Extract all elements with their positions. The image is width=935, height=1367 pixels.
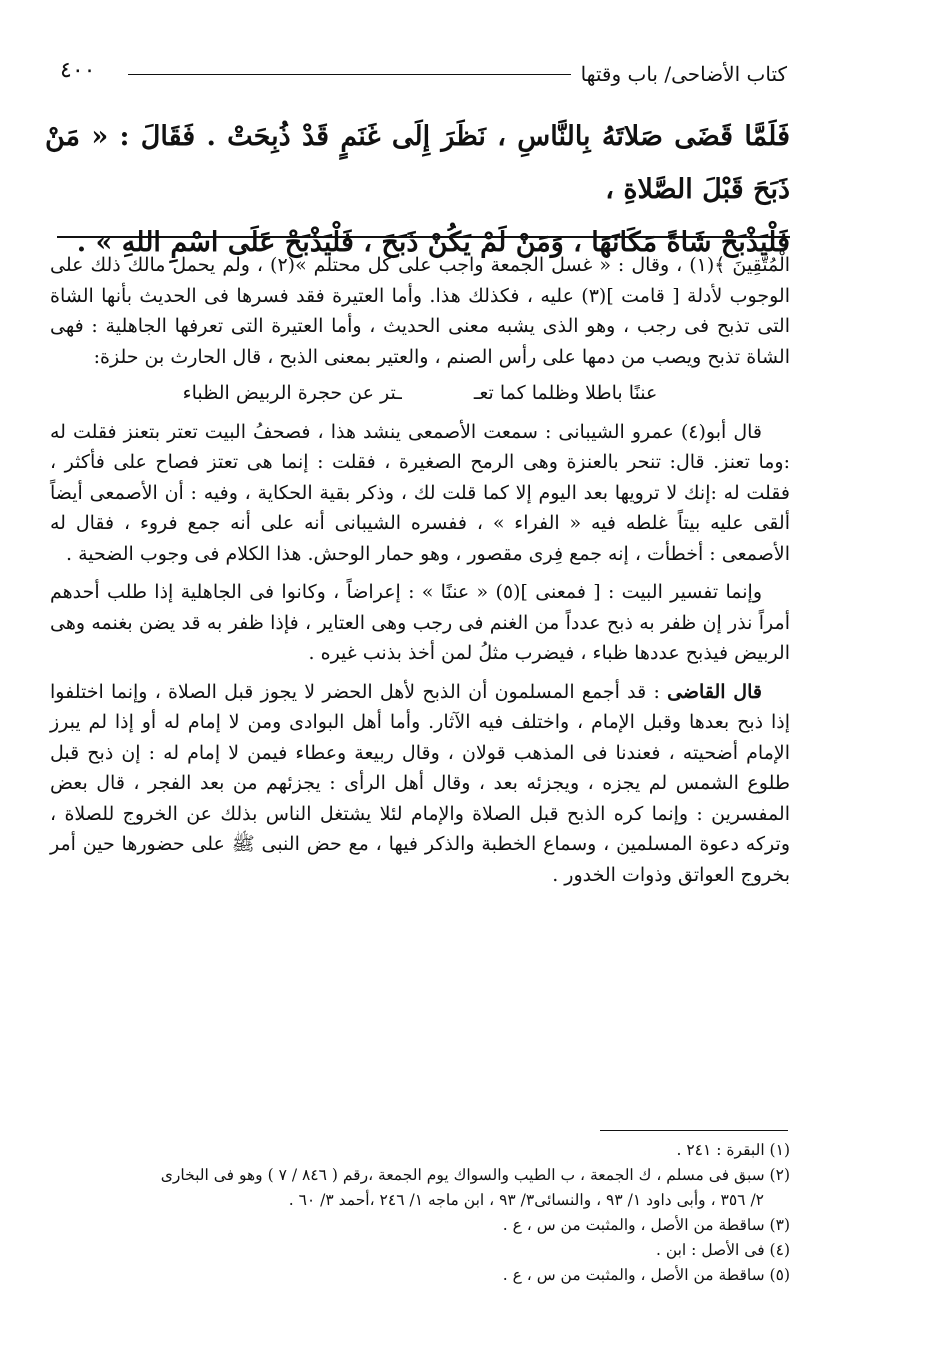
commentary-paragraph: وإنما تفسير البيت : [ فمعنى ](٥) « عننًا » : إعراضاً ، وكانوا فى الجاهلية إذا طلب أحدهم أمراً نذر إن ظفر به ذبح عدداً من الغنم فى رجب وهى العتاير ، فإذا ظفر به قد يضن بغنمه وهى الربيض فيذبح عددها ظباء ، فيضرب مثلُ لمن أخذ بذنب غيره . (50, 581, 790, 664)
footnote: (١) البقرة : ٢٤١ . (676, 1141, 790, 1159)
commentary-paragraph: الْمُتَّقِينَ ﴾(١) ، وقال : « غسل الجمعة واجب على كل محتلم »(٢) ، ولم يحمل مالك ذلك على الوجوب لأدلة [ قامت ](٣) عليه ، فكذلك هذا. وأما العتيرة فقد فسرها فى الحديث بأنها الشاة التى تذبح فى رجب ، وهو الذى يشبه معنى الحديث ، وأما العتيرة التى تعرفها الجاهلية : فهى الشاة تذبح ويصب من دمها على رأس الصنم ، والعتير بمعنى الذبح ، قال الحارث بن حلزة: (50, 254, 791, 368)
qadi-heading: قال القاضى (667, 680, 762, 703)
page-number: ٤٠٠ (60, 58, 96, 83)
footnotes (50, 1138, 790, 1288)
footnote: (٣) ساقطة من الأصل ، والمثبت من س ، ع . (502, 1216, 790, 1234)
header-rule (128, 74, 571, 75)
footnote: (٢) سبق فى مسلم ، ك الجمعة ، ب الطيب والسواك يوم الجمعة ،رقم ( ٨٤٦ / ٧ ) وهو فى البخارى (160, 1166, 790, 1184)
commentary-paragraph: قال أبو(٤) عمرو الشيبانى : سمعت الأصمعى ينشد هذا ، فصحفُ البيت تعتر بتعنز فقلت له :وما تعنز. قال: تنحر بالعنزة وهى الرمح الصغيرة ، فقلت : إنما هى تعتز فصاح على فأكثر ، فقلت له :إنك لا ترويها بعد اليوم إلا كما قلت لك ، وذكر بقية الحكاية ، وفيه : أن الأصمعى أيضاً ألقى عليه بيتاً غلطه فيه « الفراء » ، ففسره الشيبانى أنه على أنه جمع فروء ، فقال له الأصمعى : أخطأت ، إنه جمع فِرى مقصور ، وهو حمار الوحش. هذا الكلام فى وجوب الضحية . (50, 420, 790, 565)
hadith-text (45, 110, 790, 269)
qadi-text: : قد أجمع المسلمون أن الذبح لأهل الحضر لا يجوز قبل الصلاة ، وإنما اختلفوا إذا ذبح بعدها وقبل الإمام ، واختلف فيه الآثار. وأما أهل البوادى ومن لا إمام له أو إذا لم يبرز الإمام أضحيته ، فعندنا فى المذهب قولان ، وقال ربيعة وعطاء فيمن لا إمام له : إن ذبح قبل طلوع الشمس لم يجزه ، ويجزئه بعد ، وقال أهل الرأى : يجزئهم من بعد الفجر ، قال بعض المفسرين : وإنما كره الذبح قبل الصلاة والإمام لئلا يشتغل الناس بذلك عن الخروج للصلاة ، وتركه دعوة المسلمين ، وسماع الخطبة والذكر فيها ، مع حض النبى ﷺ على حضورها حين أمر بخروج العواتق وذوات الخدور . (50, 680, 790, 886)
poetry-verse (50, 378, 790, 409)
commentary (50, 250, 790, 890)
hadith-line: فَلَمَّا قَضَى صَلاتَهُ بِالنَّاسِ ، نَظَرَ إِلَى غَنَمٍ قَدْ ذُبِحَتْ . فَقَالَ : « مَنْ ذَبَحَ قَبْلَ الصَّلاةِ ، (45, 121, 790, 205)
hadith-line: فَلْيَذْبَحْ شَاةً مَكَانَهَا ، وَمَنْ لَمْ يَكُنْ ذَبَحَ ، فَلْيَذْبَحْ عَلَى اسْمِ اللهِ » . (76, 227, 790, 258)
footnote-divider (600, 1130, 788, 1131)
footnote: (٥) ساقطة من الأصل ، والمثبت من س ، ع . (502, 1266, 790, 1284)
verse-hemistich-second: ـتر عن حجرة الربيض الظباء (182, 382, 402, 404)
footnote: (٤) فى الأصل : ابن . (655, 1241, 790, 1259)
footnote-continuation: ٢/ ٣٥٦ ، وأبى داود ١/ ٩٣ ، والنسائى٣/ ٩٣ ، ابن ماجه ١/ ٢٤٦ ،أحمد ٣/ ٦٠ . (288, 1191, 764, 1209)
section-divider (57, 236, 790, 238)
chapter-title: كتاب الأضاحى/ باب وقتها (580, 62, 787, 86)
running-head (118, 62, 787, 86)
commentary-paragraph (50, 677, 790, 891)
verse-hemistich-first: عننًا باطلا وظلما كما تعـ (473, 382, 658, 404)
